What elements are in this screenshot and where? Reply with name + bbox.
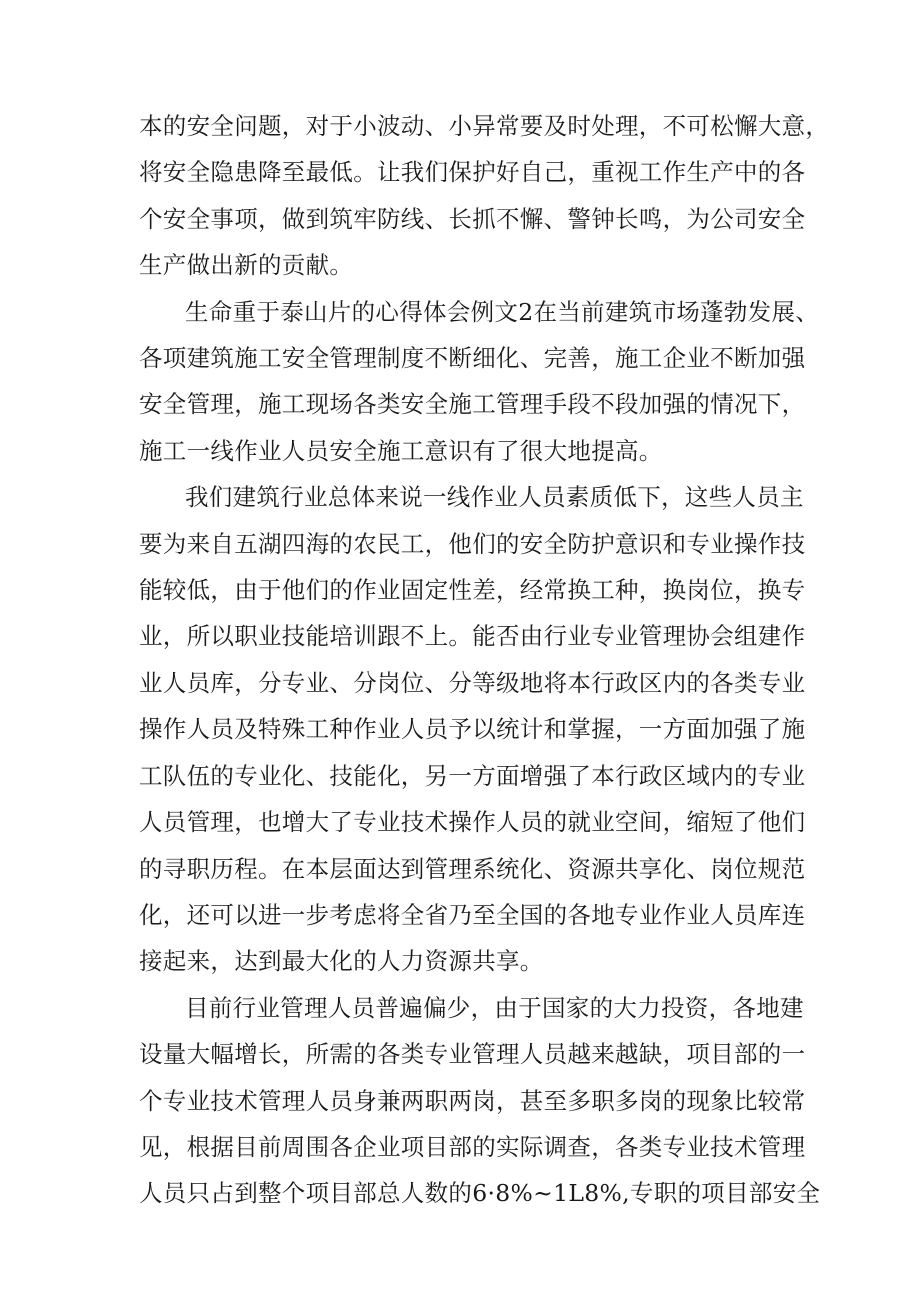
text-line: 各项建筑施工安全管理制度不断细化、完善，施工企业不断加强 xyxy=(139,344,806,373)
text-line: 生产做出新的贡献。 xyxy=(139,251,354,280)
document-body xyxy=(139,103,830,1217)
text-line: 本的安全问题，对于小波动、小异常要及时处理，不可松懈大意， xyxy=(139,112,830,140)
text-line: 工队伍的专业化、技能化，另一方面增强了本行政区域内的专业 xyxy=(139,761,806,790)
text-line: 操作人员及特殊工种作业人员予以统计和掌握，一方面加强了施 xyxy=(139,715,806,744)
paragraph-4 xyxy=(139,985,819,1217)
text-line: 个安全事项，做到筑牢防线、长抓不懈、警钟长鸣，为公司安全 xyxy=(139,204,806,233)
paragraph-1 xyxy=(139,103,830,289)
text-line: 生命重于泰山片的心得体会例文2在当前建筑市场蓬勃发展、 xyxy=(185,297,820,326)
text-line: 个专业技术管理人员身兼两职两岗，甚至多职多岗的现象比较常 xyxy=(139,1086,806,1115)
text-line: 施工一线作业人员安全施工意识有了很大地提高。 xyxy=(139,436,663,465)
text-line: 业人员库，分专业、分岗位、分等级地将本行政区内的各类专业 xyxy=(139,668,806,697)
text-line: 化，还可以进一步考虑将全省乃至全国的各地专业作业人员库连 xyxy=(139,900,806,929)
text-line: 将安全隐患降至最低。让我们保护好自己，重视工作生产中的各 xyxy=(139,158,806,187)
text-line: 见，根据目前周围各企业项目部的实际调查，各类专业技术管理 xyxy=(139,1132,806,1161)
text-line: 业，所以职业技能培训跟不上。能否由行业专业管理协会组建作 xyxy=(139,622,806,651)
text-line: 人员只占到整个项目部总人数的6·8%~1L8%,专职的项目部安全 xyxy=(139,1179,821,1208)
text-line: 安全管理，施工现场各类安全施工管理手段不段加强的情况下， xyxy=(139,390,806,419)
text-line: 人员管理，也增大了专业技术操作人员的就业空间，缩短了他们 xyxy=(139,808,806,837)
text-line: 能较低，由于他们的作业固定性差，经常换工种，换岗位，换专 xyxy=(139,576,806,605)
paragraph-2 xyxy=(139,289,819,475)
text-line: 我们建筑行业总体来说一线作业人员素质低下，这些人员主 xyxy=(185,483,804,512)
text-line: 的寻职历程。在本层面达到管理系统化、资源共享化、岗位规范 xyxy=(139,854,806,883)
text-line: 要为来自五湖四海的农民工，他们的安全防护意识和专业操作技 xyxy=(139,529,806,558)
text-line: 设量大幅增长，所需的各类专业管理人员越来越缺，项目部的一 xyxy=(139,1040,806,1069)
text-line: 目前行业管理人员普遍偏少，由于国家的大力投资，各地建 xyxy=(185,993,804,1022)
text-line: 接起来，达到最大化的人力资源共享。 xyxy=(139,947,544,976)
paragraph-3 xyxy=(139,474,819,984)
